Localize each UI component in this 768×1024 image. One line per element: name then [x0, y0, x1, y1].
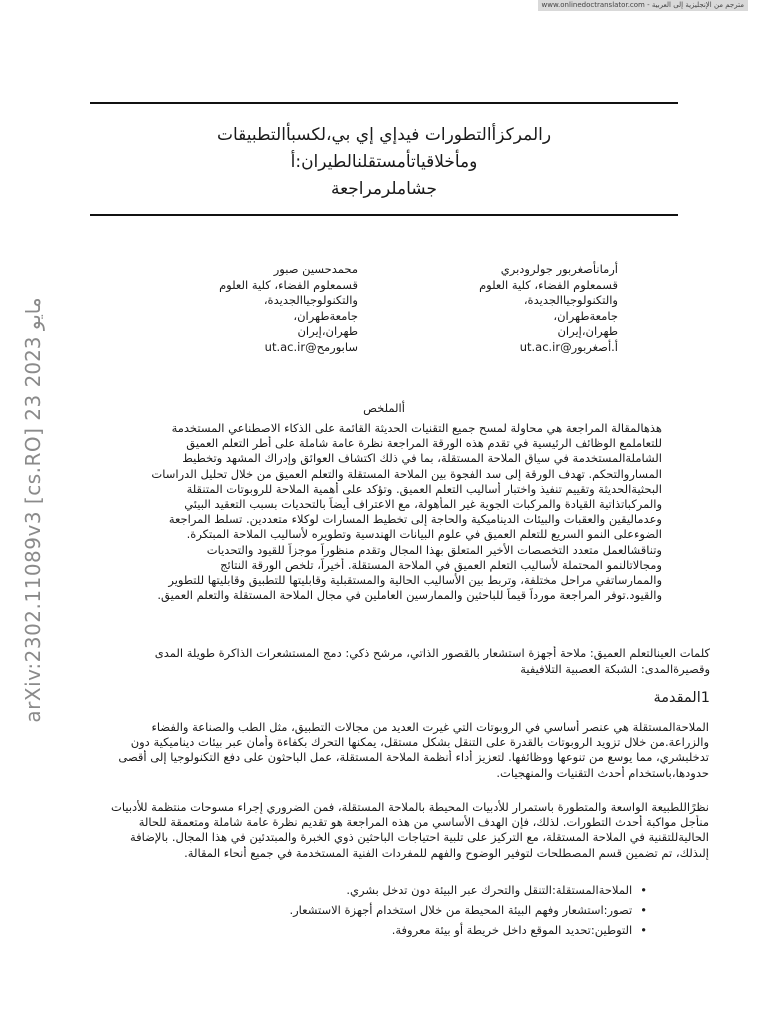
abstract-line: ومجالاتالنمو المحتملة لأساليب التعلم العميق في الملاحة المستقلة. أخيراً، تلخص الورقة النتائج: [220, 557, 662, 572]
paragraph-line: الملاحةالمستقلة هي عنصر أساسي في الروبوتات التي غيرت العديد من مجالات التطبيق، مثل الطب والصناعة والفضاء: [151, 720, 709, 734]
keywords-line: وقصيرةالمدى: الشبكة العصبية التلافيفية: [520, 661, 710, 676]
abstract-line: الشاملةالمستخدمة في سياق الملاحة المستقلة، بما في ذلك اكتشاف العوائق وإدراك المشهد وتخطيط: [182, 451, 662, 466]
intro-paragraph-2: [96, 800, 709, 861]
list-item: • تصور:استشعار وفهم البيئة المحيطة من خلال استخدام أجهزة الاستشعار.: [200, 900, 647, 920]
paragraph-line: حدودها،باستخدام أحدث التقنيات والمنهجيات.: [496, 765, 709, 780]
author-affiliation: طهران،إيران: [297, 324, 358, 338]
author-block: [90, 262, 678, 362]
author-email: سابورمح@ut.ac.ir: [264, 339, 358, 354]
author-2: [128, 262, 358, 355]
author-name: أرمانأصغربور جولرودبري: [500, 262, 618, 276]
author-affiliation: قسمعلوم الفضاء، كلية العلوم: [479, 277, 618, 292]
author-affiliation: جامعةطهران،: [553, 308, 618, 323]
paragraph-line: والزراعة.من خلال تزويد الروبوتات بالقدرة على التنقل بشكل مستقل، يمكنها التحرك بكفاءة وأمان عبر بيئات ديناميكية دون: [130, 735, 709, 750]
abstract-line: والقيود.توفر المراجعة مورداً قيماً للباحثين والممارسين العاملين في مجال الملاحة المستقلة والتعلم العميق.: [157, 588, 662, 603]
arxiv-stamp: [18, 295, 48, 725]
paper-title: [90, 122, 678, 203]
title-top-rule: [90, 102, 678, 104]
abstract-line: والمركباتذاتية القيادة والمركبات الجوية غير المأهولة، مع الاعتراف أيضاً بالتحديات بسبب التعقيد البيئي: [184, 497, 662, 512]
title-line: جشاملرمراجعة: [330, 179, 437, 199]
intro-paragraph-1: [96, 720, 709, 781]
author-email: أ.أصغربور@ut.ac.ir: [519, 339, 618, 354]
abstract-line: هذهالمقالة المراجعة هي محاولة لمسح جميع التقنيات الحديثة القائمة على الذكاء الاصطناعي المستخدمة: [171, 421, 662, 435]
abstract-line: للتعاملمع الوظائف الرئيسية في تقدم هذه الورقة المراجعة نظرة عامة شاملة على أطر التعلم العميق: [186, 436, 662, 451]
title-line: ومأخلاقياتأمستقلنالطيران:أ: [290, 152, 478, 172]
title-bottom-rule: [90, 214, 678, 216]
author-affiliation: والتكنولوجياالجديدة،: [523, 293, 618, 307]
arxiv-stamp-text: arXiv:2302.11089v3 [cs.RO] 23 مايو 2023: [21, 297, 45, 723]
paragraph-line: نظرًاللطبيعة الواسعة والمتطورة باستمرار للأدبيات المحيطة بالملاحة المستقلة، فمن الضروري إجراء مسوحات منتظمة للأدبيات: [111, 800, 709, 814]
abstract-line: وعدماليقين والعقبات والبيئات الديناميكية والحاجة إلى تخطيط المسارات لوكلاء متعددين. تسلط المراجعة: [168, 512, 662, 527]
title-line: رالمركزأالتطورات فيدإي إي بي،لكسبأالتطبيقات: [216, 125, 552, 145]
author-1: [388, 262, 618, 355]
list-item: • الملاحةالمستقلة:التنقل والتحرك عبر البيئة دون تدخل بشري.: [200, 880, 647, 900]
author-affiliation: قسمعلوم الفضاء، كلية العلوم: [219, 277, 358, 292]
paragraph-line: إلىذلك، تم تضمين قسم المصطلحات لتوفير الوضوح والفهم للمفردات الفنية المستخدمة في جميع أنحاء المقالة.: [184, 845, 709, 860]
author-affiliation: جامعةطهران،: [293, 308, 358, 323]
keywords-line: كلمات العينالتعلم العميق: ملاحة أجهزة استشعار بالقصور الذاتي، مرشح ذكي: دمج المستشعرات الذاكرة طويلة المدى: [154, 646, 710, 660]
keywords: [120, 646, 710, 677]
author-affiliation: طهران،إيران: [557, 324, 618, 338]
paragraph-line: تدخلبشري، مما يوسع من تنوعها ووظائفها. لتعزيز أداء أنظمة الملاحة المستقلة، عمل الباحثون على دفع التكنولوجيا إلى أقصى: [118, 750, 709, 765]
paragraph-line: منأجل مواكبة أحدث التطورات. لذلك، فإن الهدف الأساسي من هذه المراجعة هو تقديم نظرة عامة شاملة ومتعمقة للحالة: [138, 815, 709, 830]
abstract-line: الضوءعلى النمو السريع للتعلم العميق في علوم البيانات الهندسية وتطويره لأساليب الملاحة المبتكرة.: [186, 527, 662, 542]
list-item: • التوطين:تحديد الموقع داخل خريطة أو بيئة معروفة.: [200, 920, 647, 940]
section-heading-introduction: 1المقدمة: [653, 690, 710, 706]
paragraph-line: الحاليةللتقنية في الملاحة المستقلة، مع التركيز على تلبية احتياجات الباحثين ذوي الخبرة والمبتدئين في هذا المجال. بالإضافة: [129, 830, 709, 845]
abstract-body: [132, 421, 662, 603]
abstract-line: والممارساتفي مراحل مختلفة، وتربط بين الأساليب الحالية والمستقبلية وقابليتها للتطبيق وقابليتها للتطوير: [168, 573, 662, 588]
author-name: محمدحسين صبور: [273, 262, 358, 276]
abstract-line: وتناقشالعمل متعدد التخصصات الأخير المتعلق بهذا المجال وتقدم منظوراً موجزاً للقيود والتحديات: [206, 542, 662, 557]
author-affiliation: والتكنولوجياالجديدة،: [263, 293, 358, 307]
abstract-line: البحثيةالحديثة وتقييم تنفيذ واختبار أساليب التعلم العميق. وتؤكد على أهمية الملاحة للروبوتات المتنقلة: [186, 481, 662, 496]
translator-banner: www.onlinedoctranslator.com - مترجم من الإنجليزية إلى العربية: [538, 0, 748, 11]
abstract-heading: أالملخص: [363, 401, 405, 415]
abstract-line: المساروالتحكم. تهدف الورقة إلى سد الفجوة بين الملاحة المستقلة والتعلم العميق من خلال تحليل الدراسات: [151, 466, 662, 481]
terminology-list: [200, 880, 647, 940]
